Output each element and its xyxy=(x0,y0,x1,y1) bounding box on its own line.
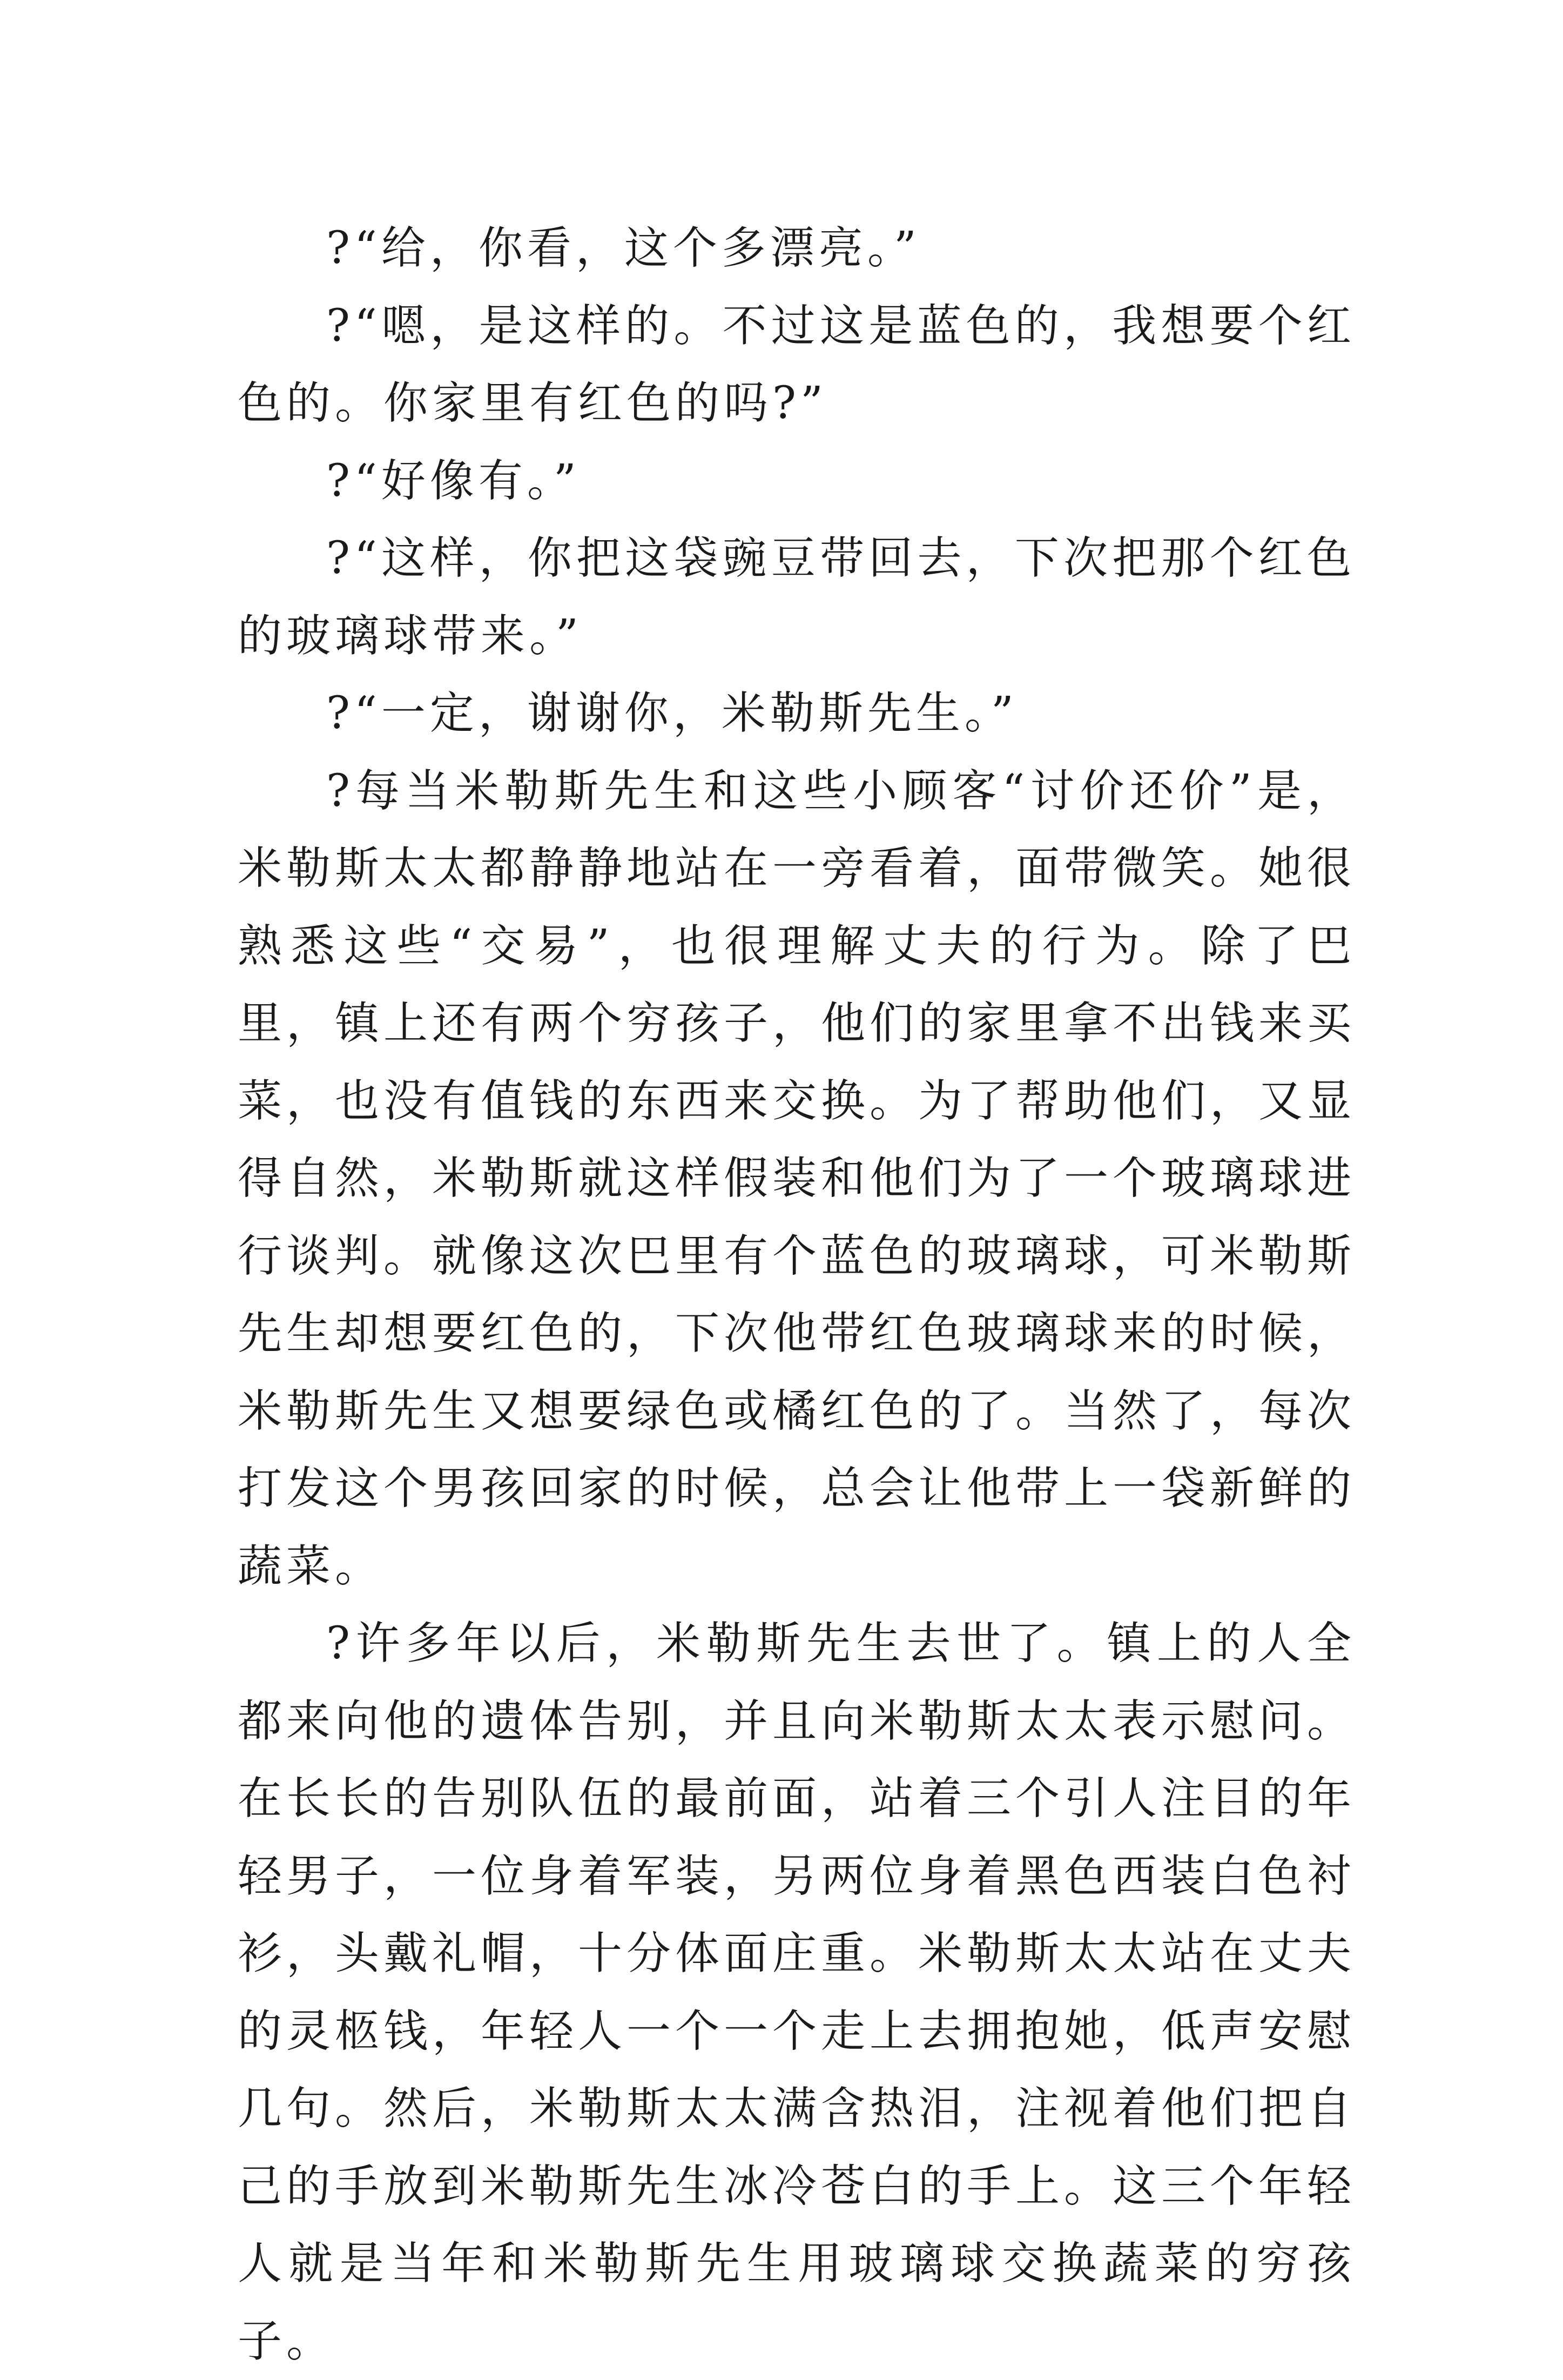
paragraph-4: ?“这样，你把这袋豌豆带回去，下次把那个红色的玻璃球带来。” xyxy=(238,533,1356,662)
paragraph-3: ?“好像有。” xyxy=(326,455,581,507)
paragraph-5: ?“一定，谢谢你，米勒斯先生。” xyxy=(326,688,1018,739)
body-text xyxy=(238,210,1356,2380)
paragraph-1: ?“给，你看，这个多漂亮。” xyxy=(326,223,921,274)
paragraph-7: ?许多年以后，米勒斯先生去世了。镇上的人全都来向他的遗体告别，并且向米勒斯太太表示慰问。在长长的告别队伍的最前面，站着三个引人注目的年轻男子，一位身着军装，另两位身着黑色西装白色衬衫，头戴礼帽，十分体面庄重。米勒斯太太站在丈夫的灵柩钱，年轻人一个一个走上去拥抱她，低声安慰几句。然后，米勒斯太太满含热泪，注视着他们把自己的手放到米勒斯先生冰冷苍白的手上。这三个年轻人就是当年和米勒斯先生用玻璃球交换蔬菜的穷孩子。 xyxy=(238,1618,1356,2367)
paragraph-6: ?每当米勒斯先生和这些小顾客“讨价还价”是，米勒斯太太都静静地站在一旁看着，面带微笑。她很熟悉这些“交易”，也很理解丈夫的行为。除了巴里，镇上还有两个穷孩子，他们的家里拿不出钱来买菜，也没有值钱的东西来交换。为了帮助他们，又显得自然，米勒斯就这样假装和他们为了一个玻璃球进行谈判。就像这次巴里有个蓝色的玻璃球，可米勒斯先生却想要红色的，下次他带红色玻璃球来的时候，米勒斯先生又想要绿色或橘红色的了。当然了，每次打发这个男孩回家的时候，总会让他带上一袋新鲜的蔬菜。 xyxy=(238,765,1356,1592)
paragraph-2: ?“嗯，是这样的。不过这是蓝色的，我想要个红色的。你家里有红色的吗?” xyxy=(238,300,1356,429)
